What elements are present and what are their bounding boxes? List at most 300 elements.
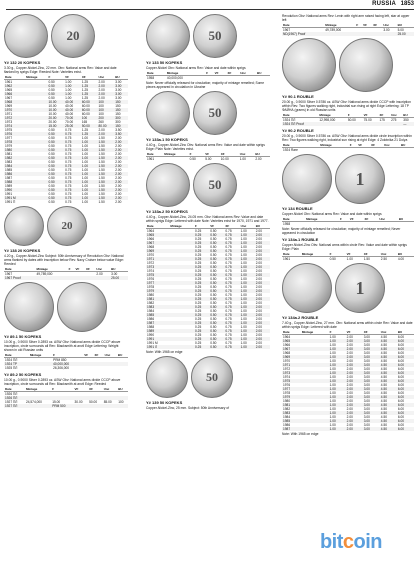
column-header: Date <box>282 217 305 222</box>
entry-title: Y# 133 50 KOPEKS <box>146 60 183 65</box>
table-cell: 2.00 <box>346 411 363 415</box>
column-header: F <box>347 113 363 118</box>
column-header: Date <box>4 75 25 80</box>
column-middle <box>146 12 270 552</box>
entry-title: Y# 90.2 ROUBLE <box>282 128 314 133</box>
table-cell: 1.00 <box>329 419 346 423</box>
table-cell: 30.00 <box>74 400 83 404</box>
table-cell: 1972 <box>4 116 25 120</box>
table-cell: 1967 <box>146 241 169 245</box>
column-header: BU <box>397 330 414 335</box>
table-cell: 0.75 <box>65 192 72 196</box>
table-cell: 4.50 <box>380 339 397 343</box>
table-cell <box>324 32 355 36</box>
coin-reverse-image <box>47 206 87 246</box>
price-table <box>282 252 414 261</box>
table-cell: 1982 <box>283 407 291 411</box>
table-cell: 150 <box>114 100 128 104</box>
column-header: F <box>189 152 205 157</box>
table-row <box>4 200 128 204</box>
table-cell: 0.75 <box>225 341 232 345</box>
price-table <box>4 353 128 370</box>
table-cell: 1.00 <box>240 281 255 285</box>
table-cell: 3.00 <box>363 415 370 419</box>
table-cell: 15.00 <box>47 124 64 128</box>
column-header: VF <box>357 143 370 148</box>
table-cell: 0.50 <box>209 257 224 261</box>
table-cell: 1958 <box>147 76 155 80</box>
table-cell: 0.75 <box>225 301 232 305</box>
table-cell: 1.50 <box>98 180 115 184</box>
entry-title: Y# 133a.1 50 KOPEKS <box>146 137 188 142</box>
table-cell: 1967 <box>282 347 301 351</box>
table-cell: 1.00 <box>81 176 89 180</box>
table-cell: 1984 <box>147 309 155 313</box>
table-cell: PRM 500 <box>51 404 73 408</box>
column-header: BU <box>114 75 128 80</box>
table-cell: 1978 <box>4 140 25 144</box>
table-cell: 0.25 <box>194 337 209 341</box>
table-cell: 0.50 <box>47 156 64 160</box>
price-table <box>282 217 414 226</box>
entry-description: Revolution Obv: National arms Rev: Lenin with right arm raised facing left, star at upper left <box>282 14 410 22</box>
table-cell: 1988 <box>4 180 25 184</box>
coin-denomination: 50 <box>206 370 218 384</box>
table-cell: 60.00 <box>81 108 98 112</box>
table-cell: 0.25 <box>195 277 202 281</box>
watermark-logo: bitcoin <box>319 531 382 553</box>
table-cell: 1983 <box>5 160 13 164</box>
table-cell: 3.00 <box>363 411 380 415</box>
table-cell: 0.75 <box>64 140 81 144</box>
table-cell: 0.25 <box>194 313 209 317</box>
table-cell: 1971 <box>5 112 13 116</box>
column-header: Mintage <box>301 252 329 257</box>
table-cell: 40,000,000 <box>166 76 183 80</box>
table-row <box>4 366 128 370</box>
coin-denomination: 20 <box>61 220 73 232</box>
table-cell: 1.50 <box>98 160 105 164</box>
column-header: Unc <box>380 330 397 335</box>
table-cell: 150 <box>115 112 121 116</box>
table-cell: 0.50 <box>209 305 224 309</box>
entry-description: 10.00 g., 0.9000 Silver 0.2893 oz. ASW Obv: National arms divide CCCP above inscription, circle surrounds all Rev: Blacksmith at anvil Edge: Reeded <box>4 378 121 386</box>
section-title: RUSSIA <box>372 1 396 7</box>
table-cell: 2.00 <box>255 253 262 257</box>
table-cell: 1.00 <box>65 88 72 92</box>
column-header: VF <box>64 75 81 80</box>
table-cell: 2.00 <box>346 371 363 375</box>
table-cell: 1.00 <box>329 347 346 351</box>
table-cell: 75.00 <box>363 118 372 122</box>
table-cell: 3.00 <box>363 427 380 431</box>
table-cell: 2.00 <box>346 419 363 423</box>
table-cell: 0.50 <box>48 136 55 140</box>
table-cell: 1.00 <box>329 399 336 403</box>
table-cell: 0.25 <box>194 305 209 309</box>
table-cell: 1.00 <box>329 375 336 379</box>
table-cell: 260 <box>98 120 104 124</box>
table-cell: 350 <box>403 118 409 122</box>
table-cell: 4.50 <box>380 335 388 339</box>
entry-description: 4.40 g., Copper-Nickel-Zinc Obv: National arms Rev: Value and date within sprigs Edge: Plain Note: Varieties exist. <box>146 143 265 151</box>
catalog-entry <box>282 206 414 235</box>
table-cell: 3.00 <box>363 355 380 359</box>
coin-denomination: 1 <box>355 278 365 298</box>
table-cell: 3.00 <box>363 403 380 407</box>
table-cell: 1.00 <box>240 317 247 321</box>
table-cell: 0.25 <box>195 309 202 313</box>
coin-obverse-image <box>282 263 332 313</box>
column-header: XF <box>363 252 380 257</box>
table-cell: 1924 ПЛ <box>5 358 18 362</box>
table-cell <box>36 276 68 280</box>
table-cell <box>357 148 370 153</box>
table-cell: 1.00 <box>81 140 98 144</box>
table-cell: 2.00 <box>115 160 122 164</box>
table-cell: 1.00 <box>329 383 336 387</box>
column-header: XF <box>372 23 382 28</box>
table-cell: 40.00 <box>65 104 74 108</box>
coin-obverse-image <box>146 14 190 58</box>
column-header: XF <box>363 330 380 335</box>
entry-description: Copper-Nickel-Zinc, 25 mm. Subject: 50th Anniversary of <box>146 406 230 410</box>
table-cell: 1984 <box>4 164 25 168</box>
entry-description: 4.40 g., Copper-Nickel-Zinc, 24.05 mm. Obv: National arms Rev: Value and date within sprigs Edge: Lettered with date Note: Varieties exist for 1970, 1971 and 1977. <box>146 215 269 223</box>
table-cell: 100 <box>98 112 104 116</box>
table-cell: 0.75 <box>64 188 81 192</box>
entry-title: Y# 90.1 ROUBLE <box>282 94 314 99</box>
entry-description: Copper-Nickel Obv: National arms Rev: Value and date within sprigs <box>146 66 246 70</box>
catalog-entry <box>282 237 414 261</box>
table-cell: 1989 <box>5 184 13 188</box>
entry-description: 10.00 g., 0.9000 Silver 0.2893 oz. ASW Obv: National arms divide CCCP above inscription, circle surrounds all Rev: Blacksmith at anvil Edge Lettering: Weight shown in old Russian units <box>4 340 121 352</box>
table-cell: 100 <box>98 108 115 112</box>
column-header: Date <box>282 23 324 28</box>
table-cell: 1979 <box>146 289 169 293</box>
table-cell: 2.00 <box>255 241 270 245</box>
table-cell: 2.00 <box>115 176 122 180</box>
table-cell: 0.25 <box>195 285 202 289</box>
table-cell: 40.00 <box>65 112 74 116</box>
table-cell: 2.00 <box>346 379 363 383</box>
table-cell: 1973 <box>282 371 301 375</box>
table-cell: 2.00 <box>255 317 262 321</box>
table-cell: 2.00 <box>255 345 270 349</box>
table-cell: 1968 <box>283 351 291 355</box>
table-cell: 0.75 <box>224 313 239 317</box>
catalog-entry <box>4 248 128 280</box>
entry-title: Y# 139 50 KOPEKS <box>146 400 183 405</box>
table-cell: 3.00 <box>363 367 370 371</box>
table-cell: 3.00 <box>363 399 370 403</box>
entry-note: Note: With 1965 on edge <box>282 432 319 436</box>
table-cell: 2.00 <box>255 309 262 313</box>
table-cell: 2.00 <box>98 92 115 96</box>
table-cell <box>256 76 270 81</box>
table-cell: 1974 <box>4 124 25 128</box>
column-header: Unc <box>380 252 397 257</box>
table-cell: 1969 <box>282 355 301 359</box>
table-cell <box>93 366 103 370</box>
catalog-entry <box>146 60 270 89</box>
coin-obverse-image <box>4 282 54 332</box>
table-cell: 0.50 <box>209 297 224 301</box>
table-cell: 150 <box>114 124 128 128</box>
table-cell: 2.00 <box>255 273 270 277</box>
coin-obverse-image <box>146 91 190 135</box>
coin-images-y133a1 <box>146 91 270 135</box>
table-cell: 3.00 <box>383 28 390 32</box>
table-cell: 0.50 <box>210 285 217 289</box>
table-cell: 1.00 <box>81 172 98 176</box>
table-cell: 1.00 <box>81 156 98 160</box>
coin-reverse-image <box>57 282 107 332</box>
table-cell: PRM 850 <box>53 358 67 362</box>
table-cell: 2.00 <box>255 321 270 325</box>
table-cell: 3.00 <box>363 371 380 375</box>
table-cell: 1.00 <box>329 355 346 359</box>
entry-description: 4.20 g., Copper-Nickel-Zinc Subject: 50th Anniversary of Revolution Obv: National arms flanked by dates with inscription below Rev: Navy Cruiser below value Edge: Reeded <box>4 254 124 266</box>
column-header: Mintage <box>324 23 355 28</box>
table-cell: 4.50 <box>380 343 388 347</box>
table-cell: 4.50 <box>380 403 397 407</box>
table-cell: 1.00 <box>240 289 255 293</box>
table-cell: 6.00 <box>397 419 414 423</box>
table-cell: 2.00 <box>346 367 353 371</box>
entry-title: Y# 133a.2 50 KOPEKS <box>146 209 188 214</box>
table-cell: 40,000,000 <box>52 362 83 366</box>
table-cell: 2.00 <box>114 180 128 184</box>
table-cell: 0.50 <box>209 265 224 269</box>
table-cell <box>103 404 118 408</box>
column-header: Unc <box>239 71 256 76</box>
table-cell: 1971 <box>146 257 169 261</box>
table-cell: 6.00 <box>397 411 414 415</box>
table-cell: 4.50 <box>380 355 397 359</box>
table-cell: 1.00 <box>240 229 247 233</box>
table-cell: 165 <box>81 120 88 124</box>
table-cell: 0.75 <box>64 132 81 136</box>
table-cell: 50.00 <box>81 124 98 128</box>
table-cell: 1.50 <box>98 136 105 140</box>
table-cell: 0.75 <box>224 289 239 293</box>
column-header: Date <box>146 152 163 157</box>
table-cell: 0.50 <box>210 277 217 281</box>
table-cell: 0.50 <box>210 317 217 321</box>
table-cell: 1.00 <box>240 261 247 265</box>
table-cell: 10.00 <box>47 108 64 112</box>
table-cell: 0.25 <box>194 249 209 253</box>
coin-images-y138 <box>4 206 128 246</box>
column-header: F <box>339 217 349 222</box>
column-header: BU <box>400 143 414 148</box>
table-cell: 2.00 <box>114 156 128 160</box>
coin-reverse-image <box>335 263 385 313</box>
table-cell: 0.75 <box>224 233 239 237</box>
table-cell <box>400 148 414 153</box>
table-cell: 1.25 <box>81 80 89 84</box>
column-header: Unc <box>383 143 400 148</box>
table-cell: 1.50 <box>98 144 105 148</box>
table-cell: 60.00 <box>81 104 90 108</box>
table-cell: 0.25 <box>194 265 209 269</box>
table-cell: 2.00 <box>115 184 122 188</box>
table-cell: 0.50 <box>209 233 224 237</box>
table-cell <box>318 122 347 126</box>
coin-obverse-image <box>282 154 332 204</box>
table-cell: 6.00 <box>397 379 414 383</box>
table-cell: 1.00 <box>329 391 336 395</box>
table-cell: 1979 <box>282 395 301 399</box>
column-header: Mintage <box>25 387 51 392</box>
table-cell: 0.25 <box>194 329 209 333</box>
table-cell: 2.00 <box>255 301 262 305</box>
table-cell: 1970 <box>147 253 155 257</box>
table-cell <box>117 366 128 370</box>
table-cell: 3.00 <box>363 383 370 387</box>
table-cell: 1985 <box>5 168 13 172</box>
table-cell: 1.00 <box>81 148 98 152</box>
table-cell: 1.00 <box>240 249 255 253</box>
table-cell: 4.50 <box>380 407 388 411</box>
table-cell: 1.00 <box>329 367 336 371</box>
table-cell: 1968 <box>147 245 155 249</box>
table-cell: 3.00 <box>363 347 380 351</box>
table-cell: 3.00 <box>363 335 370 339</box>
table-cell: 275 <box>391 118 397 122</box>
table-cell: 3.00 <box>114 84 128 88</box>
table-cell: 0.75 <box>65 160 72 164</box>
table-cell: 26,306,000 <box>53 366 70 370</box>
table-cell: 1925 ПЛ <box>5 366 18 370</box>
table-cell: 0.25 <box>195 269 202 273</box>
table-cell: 2.00 <box>255 341 262 345</box>
table-cell: 2.00 <box>255 289 270 293</box>
column-header: Date <box>282 113 318 118</box>
table-cell: 4.50 <box>380 363 397 367</box>
table-cell: 40.00 <box>64 108 81 112</box>
column-header: XF <box>88 387 103 392</box>
table-cell: 6.00 <box>397 383 405 387</box>
table-cell: 1.50 <box>98 176 105 180</box>
column-header: XF <box>379 113 391 118</box>
table-cell: 1.00 <box>240 301 247 305</box>
table-cell: 2.00 <box>115 192 122 196</box>
table-cell <box>349 222 364 227</box>
table-cell: 1966 <box>283 343 291 347</box>
table-cell: 50.00 <box>89 400 98 404</box>
table-cell: 1927 ПЛ <box>4 404 25 408</box>
column-header: XF <box>364 217 379 222</box>
column-header: XF <box>85 267 95 272</box>
table-cell: 1.25 <box>81 96 89 100</box>
table-cell: 0.50 <box>47 92 64 96</box>
column-header: F <box>47 75 64 80</box>
table-cell: 1.00 <box>81 200 89 204</box>
table-cell: 2.00 <box>114 196 128 200</box>
table-cell: 0.50 <box>210 301 217 305</box>
table-cell: 1967 <box>5 272 13 276</box>
table-cell: 1.00 <box>240 277 247 281</box>
table-cell: 0.75 <box>224 257 239 261</box>
table-cell: 1927 ПЛ <box>5 400 18 404</box>
table-cell: 0.75 <box>65 144 72 148</box>
table-cell: 1987 <box>146 321 169 325</box>
column-header: Unc <box>239 152 255 157</box>
entry-note: Note: Never officially released for circulation; majority of mintage remelted; Never appeared in circulation <box>282 227 401 235</box>
table-cell: 1.00 <box>65 96 72 100</box>
column-header: Mintage <box>163 152 188 157</box>
table-cell: 4.50 <box>380 391 388 395</box>
table-cell: 1.00 <box>64 92 81 96</box>
table-cell: 1991 П <box>5 200 16 204</box>
table-cell: 0.25 <box>195 317 202 321</box>
table-cell: 0.75 <box>224 297 239 301</box>
table-cell <box>117 404 128 408</box>
table-cell: 3.00 <box>363 423 370 427</box>
table-cell: 2.00 <box>115 152 122 156</box>
table-cell: 6.00 <box>397 351 405 355</box>
table-cell: 0.25 <box>195 293 202 297</box>
table-cell: 2.00 <box>255 281 270 285</box>
table-cell: 80.00 <box>98 124 115 128</box>
column-header: Date <box>4 387 25 392</box>
table-cell: 200 <box>98 116 115 120</box>
column-header: Mintage <box>25 75 47 80</box>
table-cell: 1983 <box>282 411 301 415</box>
table-cell: 1.50 <box>98 164 115 168</box>
table-cell: 1.50 <box>98 152 105 156</box>
column-header: Mintage <box>169 224 194 229</box>
column-header: VF <box>349 217 364 222</box>
coin-images-y134a <box>282 263 414 313</box>
table-cell: 2.00 <box>346 339 363 343</box>
table-cell: 0.75 <box>225 237 232 241</box>
column-header: Mintage <box>301 330 329 335</box>
table-cell: 5.00 <box>205 157 212 161</box>
table-cell: 1962 <box>4 84 25 88</box>
table-row <box>4 276 128 280</box>
table-cell: 1977 <box>282 387 301 391</box>
table-cell: 0.75 <box>224 337 239 341</box>
table-cell: 40.00 <box>64 100 81 104</box>
table-cell: 0.50 <box>48 96 55 100</box>
price-table <box>282 113 414 126</box>
coin-images-y133a2 <box>146 163 270 207</box>
table-cell: 2.00 <box>115 144 122 148</box>
column-header: VF <box>204 152 220 157</box>
table-row <box>146 157 270 162</box>
table-cell: 0.75 <box>65 168 72 172</box>
coin-denomination: 50 <box>208 28 222 43</box>
table-cell: 2.00 <box>114 164 128 168</box>
table-cell: 1975 <box>282 379 301 383</box>
table-row <box>282 427 414 431</box>
column-header: Unc <box>103 387 118 392</box>
table-cell: 0.50 <box>48 160 55 164</box>
table-cell: 6.00 <box>397 347 414 351</box>
table-cell: 1.00 <box>81 180 98 184</box>
table-cell: 2.00 <box>114 172 128 176</box>
table-cell: 2.00 <box>255 269 262 273</box>
table-cell: 150 <box>115 104 121 108</box>
table-cell: 0.75 <box>224 249 239 253</box>
table-cell: 1977 <box>5 136 13 140</box>
table-cell: 1.00 <box>240 253 247 257</box>
table-cell: 1.50 <box>98 196 115 200</box>
table-cell: 2.00 <box>255 157 262 161</box>
